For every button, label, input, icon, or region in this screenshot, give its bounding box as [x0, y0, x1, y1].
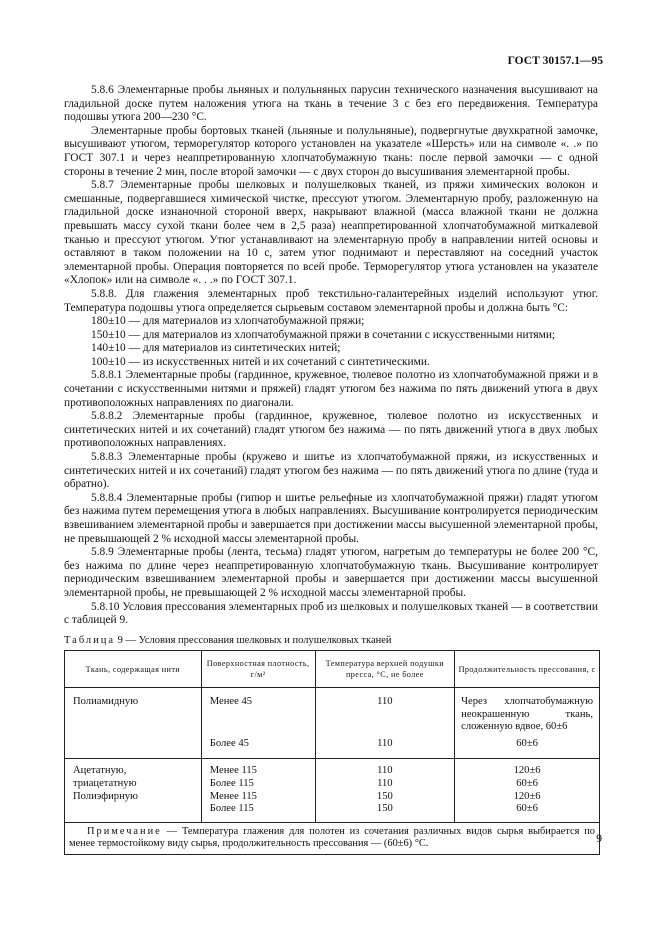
cell-density: Более 115 — [201, 778, 315, 791]
page-number: 9 — [596, 833, 602, 845]
table-row — [65, 765, 600, 778]
temp-list-item: 150±10 — для материалов из хлопчатобумажной пряжи в сочетании с искусственными нитями; — [91, 328, 556, 341]
cell-fabric — [65, 736, 202, 753]
paragraph-5-8-9: 5.8.9 Элементарные пробы (лента, тесьма) гладят утюгом, нагретым до температуры не более 200 °С, без нажима по длине через неаппретированную хлопчатобумажную ткань. Высушивание контролирует периодическим взвешиванием элементарной пробы и завершается при достижении массы высушенной элементарной пробы, не превышающей 2 % исходной массы элементарной пробы. — [64, 546, 598, 599]
column-header-density: Поверхностная плотность, г/м² — [201, 651, 315, 688]
cell-duration: 60±6 — [455, 778, 600, 791]
column-header-duration: Продолжительность прессования, с — [455, 651, 600, 688]
cell-fabric — [65, 803, 202, 816]
temp-list-item: 100±10 — из искусственных нитей и их сочетаний с синтетическими. — [91, 355, 430, 368]
document-body — [64, 84, 598, 628]
cell-temperature: 110 — [315, 694, 455, 736]
table-caption — [64, 634, 392, 648]
cell-temperature: 110 — [315, 765, 455, 778]
paragraph-5-8-8-4: 5.8.8.4 Элементарные пробы (гипюр и шитье рельефные из хлопчатобумажной пряжи) гладят утюгом без нажима путем перемещения утюга в любых направлениях. Высушивание контролируется периодическим взвешиванием элементарной пробы и завершается при достижении массы высушенной элементарной пробы, не превышающей 2 % исходной массы элементарной пробы. — [64, 491, 598, 545]
cell-density: Более 45 — [201, 736, 315, 753]
paragraph-5-8-7: 5.8.7 Элементарные пробы шелковых и полушелковых тканей, из пряжи химических волокон и смешанные, подвергавшиеся химической чистке, прессуют утюгом. Элементарную пробу, разложенную на гладильной доске изнаночной стороной вверх, накрывают влажной (масса влажной ткани не должна превышать массу сухой ткани более чем в 2,5 раза) неаппретированной хлопчатобумажной миткалевой тканью и прессуют утюгом. Утюг устанавливают на элементарную пробу в направлении нитей основы и оставляют в таком положении на 10 с, затем утюг поднимают и переставляют на соседний участок элементарной пробы. Операция повторяется по всей пробе. Терморегулятор утюга установлен на указателе «Хлопок» или на символе «. . .» по ГОСТ 307.1. — [64, 179, 598, 287]
cell-duration: 60±6 — [455, 736, 600, 753]
paragraph-5-8-10: 5.8.10 Условия прессования элементарных проб из шелковых и полушелковых тканей — в соответствии с таблицей 9. — [64, 600, 598, 627]
cell-temperature: 110 — [315, 778, 455, 791]
cell-temperature: 150 — [315, 803, 455, 816]
cell-duration: 60±6 — [455, 803, 600, 816]
table-header-row — [65, 651, 600, 688]
pressing-conditions-table — [64, 650, 600, 855]
cell-density: Более 115 — [201, 803, 315, 816]
table-row — [65, 736, 600, 753]
table-note-text: — Температура глажения для полотен из сочетания различных видов сырья выбирается по менее термостойкому виду сырья, продолжительность прессования — (60±6) °С. — [69, 825, 595, 850]
cell-fabric: Полиамидную — [65, 694, 202, 736]
cell-temperature: 150 — [315, 791, 455, 804]
table-caption-label: Таблица — [64, 635, 116, 646]
table-note — [65, 822, 600, 854]
cell-duration: 120±6 — [455, 765, 600, 778]
cell-temperature: 110 — [315, 736, 455, 753]
table-note-row — [65, 822, 600, 854]
column-header-temperature: Температура верхней подушки пресса, °С, не более — [315, 651, 455, 688]
cell-fabric: триацетатную — [65, 778, 202, 791]
column-header-fabric: Ткань, содержащая нити — [65, 651, 202, 688]
cell-density: Менее 45 — [201, 694, 315, 736]
temp-list-item: 180±10 — для материалов из хлопчатобумажной пряжи; — [91, 315, 365, 328]
temp-list-item: 140±10 — для материалов из синтетических нитей; — [91, 342, 341, 355]
table-note-label: Примечание — [87, 825, 162, 837]
table-row — [65, 803, 600, 816]
cell-duration: Через хлопчатобумажную неокрашенную ткань, сложенную вдвое, 60±6 — [455, 694, 600, 736]
standard-code-header: ГОСТ 30157.1—95 — [507, 55, 603, 67]
paragraph-5-8-8-3: 5.8.8.3 Элементарные пробы (кружево и шитье из хлопчатобумажной пряжи, из искусственных и синтетических нитей и их сочетаний) гладят утюгом без нажима — по пять движений утюга по длине (туда и обратно). — [64, 451, 598, 491]
cell-fabric: Полиэфирную — [65, 791, 202, 804]
cell-density: Менее 115 — [201, 765, 315, 778]
cell-fabric: Ацетатную, — [65, 765, 202, 778]
paragraph-5-8-6: 5.8.6 Элементарные пробы льняных и полульняных парусин технического назначения высушивают на гладильной доске путем наложения утюга на ткань в течение 3 с без его передвижения. Температура подошвы утюга 200—230 °С. — [64, 84, 598, 124]
table-row — [65, 694, 600, 736]
paragraph-board-fabrics: Элементарные пробы бортовых тканей (льняные и полульняные), подвергнутые двухкратной замочке, высушивают утюгом, терморегулятор которого установлен на указателе «Шерсть» или на символе «. .» по ГОСТ 307.1 и через неаппретированную хлопчатобумажную ткань: после первой замочки — с одной стороны в течение 2 мин, после второй замочки — с двух сторон до высушивания элементарной пробы. — [64, 124, 598, 178]
paragraph-5-8-8: 5.8.8. Для глажения элементарных проб текстильно-галантерейных изделий используют утюг. Температура подошвы утюга определяется сырьевым составом элементарной пробы и должна быть °С: — [64, 287, 598, 314]
table-row — [65, 791, 600, 804]
table-caption-title: 9 — Условия прессования шелковых и полушелковых тканей — [115, 635, 392, 646]
paragraph-5-8-8-2: 5.8.8.2 Элементарные пробы (гардинное, кружевное, тюлевое полотно из искусственных и синтетических нитей и их сочетаний) гладят утюгом без нажима — по пять движений утюга в двух любых противоположных направлениях. — [64, 410, 598, 450]
table-row — [65, 778, 600, 791]
cell-density: Менее 115 — [201, 791, 315, 804]
cell-duration: 120±6 — [455, 791, 600, 804]
paragraph-5-8-8-1: 5.8.8.1 Элементарные пробы (гардинное, кружевное, тюлевое полотно из хлопчатобумажной пряжи и в сочетании с искусственными нитями и пряжей) гладят утюгом без нажима по пять движений утюга в двух противоположных направлениях по диагонали. — [64, 369, 598, 409]
